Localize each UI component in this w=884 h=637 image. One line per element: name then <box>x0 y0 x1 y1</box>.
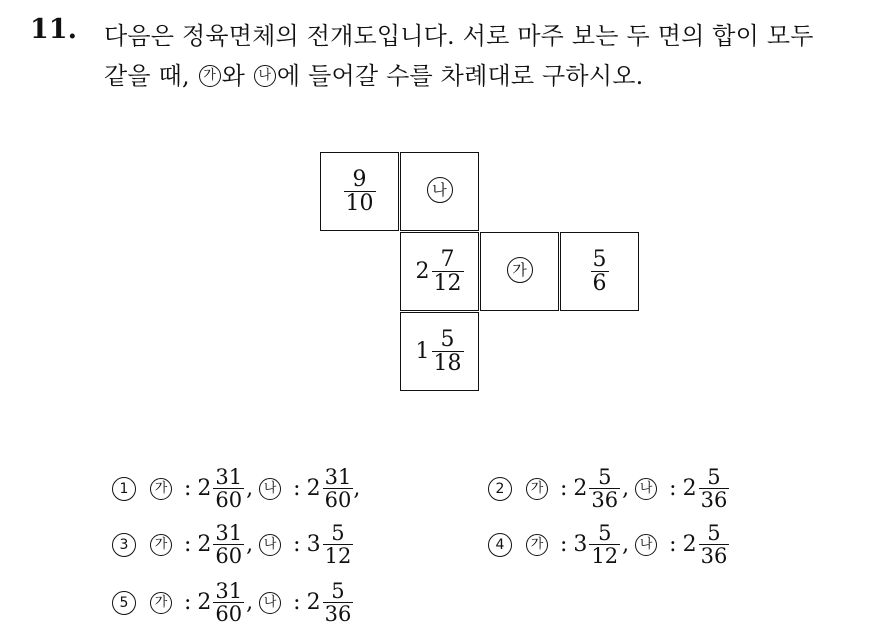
net-face-ga <box>480 232 559 311</box>
colon: : <box>293 532 301 558</box>
colon: : <box>560 532 568 558</box>
numerator: 5 <box>707 465 721 489</box>
denominator: 36 <box>700 544 728 569</box>
whole-part: 2 <box>306 476 321 502</box>
numerator: 5 <box>440 326 455 352</box>
denominator: 6 <box>592 271 607 296</box>
denominator: 60 <box>215 488 243 513</box>
answer-option-3[interactable] <box>112 522 353 567</box>
whole-part: 2 <box>682 532 697 558</box>
question-line-2-post: 에 들어갈 수를 차례대로 구하시오. <box>276 62 644 90</box>
numerator: 5 <box>592 246 607 272</box>
question-line-2 <box>104 56 643 91</box>
fraction <box>699 466 730 511</box>
circled-na-mark: 나 <box>259 478 281 500</box>
answer-option-2[interactable] <box>488 466 729 511</box>
option-number-marker: 4 <box>488 533 512 557</box>
colon: : <box>184 532 192 558</box>
fraction <box>213 522 244 567</box>
fraction <box>323 580 354 625</box>
circled-ga-mark: 가 <box>199 65 221 87</box>
numerator: 5 <box>598 521 612 545</box>
numerator: 31 <box>324 465 352 489</box>
numerator: 5 <box>331 521 345 545</box>
denominator: 12 <box>433 271 462 296</box>
circled-ga-mark: 가 <box>150 592 172 614</box>
answer-option-4[interactable] <box>488 522 729 567</box>
numerator: 31 <box>215 465 243 489</box>
circled-na-mark: 나 <box>259 534 281 556</box>
denominator: 18 <box>433 351 462 376</box>
comma: , <box>246 476 254 502</box>
circled-na-mark: 나 <box>635 534 657 556</box>
denominator: 60 <box>215 544 243 569</box>
circled-na-mark: 나 <box>635 478 657 500</box>
colon: : <box>184 590 192 616</box>
denominator: 36 <box>700 488 728 513</box>
whole-part: 2 <box>682 476 697 502</box>
denominator: 60 <box>215 602 243 627</box>
fraction <box>591 248 609 295</box>
denominator: 36 <box>324 602 352 627</box>
colon: : <box>669 476 677 502</box>
fraction <box>323 466 354 511</box>
whole-part: 2 <box>415 259 430 284</box>
numerator: 5 <box>707 521 721 545</box>
circled-na-mark: 나 <box>254 65 276 87</box>
comma: , <box>622 532 630 558</box>
whole-part: 2 <box>197 590 212 616</box>
fraction <box>589 522 620 567</box>
net-face-mid-right <box>560 232 639 311</box>
comma: , <box>246 590 254 616</box>
question-number: 11. <box>30 14 77 45</box>
option-number-marker: 2 <box>488 477 512 501</box>
colon: : <box>560 476 568 502</box>
question-line-1: 다음은 정육면체의 전개도입니다. 서로 마주 보는 두 면의 합이 모두 <box>104 22 814 50</box>
answer-option-5[interactable] <box>112 580 353 625</box>
fraction <box>344 168 376 215</box>
question-line-2-mid: 와 <box>221 62 246 90</box>
circled-ga-mark: 가 <box>526 478 548 500</box>
comma: , <box>622 476 630 502</box>
circled-na-mark: 나 <box>427 177 453 203</box>
question-line-2-pre: 같을 때, <box>104 62 190 90</box>
denominator: 12 <box>591 544 619 569</box>
circled-ga-mark: 가 <box>507 257 533 283</box>
fraction <box>432 328 464 375</box>
denominator: 36 <box>591 488 619 513</box>
net-face-bottom <box>400 312 479 391</box>
numerator: 7 <box>440 246 455 272</box>
fraction <box>432 248 464 295</box>
circled-ga-mark: 가 <box>526 534 548 556</box>
whole-part: 2 <box>197 476 212 502</box>
whole-part: 2 <box>306 590 321 616</box>
numerator: 5 <box>598 465 612 489</box>
numerator: 9 <box>352 166 367 192</box>
comma: , <box>246 532 254 558</box>
option-number-marker: 1 <box>112 477 136 501</box>
denominator: 10 <box>345 191 374 216</box>
numerator: 5 <box>331 579 345 603</box>
fraction <box>323 522 354 567</box>
fraction <box>213 580 244 625</box>
whole-part: 3 <box>306 532 321 558</box>
circled-ga-mark: 가 <box>150 534 172 556</box>
trailing-comma: , <box>353 476 361 502</box>
answer-option-1[interactable] <box>112 466 360 511</box>
fraction <box>213 466 244 511</box>
net-face-mid-left <box>400 232 479 311</box>
colon: : <box>184 476 192 502</box>
whole-part: 3 <box>573 532 588 558</box>
net-face-na <box>400 152 479 231</box>
whole-part: 1 <box>415 339 430 364</box>
whole-part: 2 <box>573 476 588 502</box>
colon: : <box>293 476 301 502</box>
net-face-top-left <box>320 152 399 231</box>
colon: : <box>293 590 301 616</box>
whole-part: 2 <box>197 532 212 558</box>
numerator: 31 <box>215 521 243 545</box>
denominator: 60 <box>324 488 352 513</box>
option-number-marker: 3 <box>112 533 136 557</box>
colon: : <box>669 532 677 558</box>
numerator: 31 <box>215 579 243 603</box>
fraction <box>699 522 730 567</box>
circled-na-mark: 나 <box>259 592 281 614</box>
fraction <box>589 466 620 511</box>
denominator: 12 <box>324 544 352 569</box>
option-number-marker: 5 <box>112 591 136 615</box>
circled-ga-mark: 가 <box>150 478 172 500</box>
